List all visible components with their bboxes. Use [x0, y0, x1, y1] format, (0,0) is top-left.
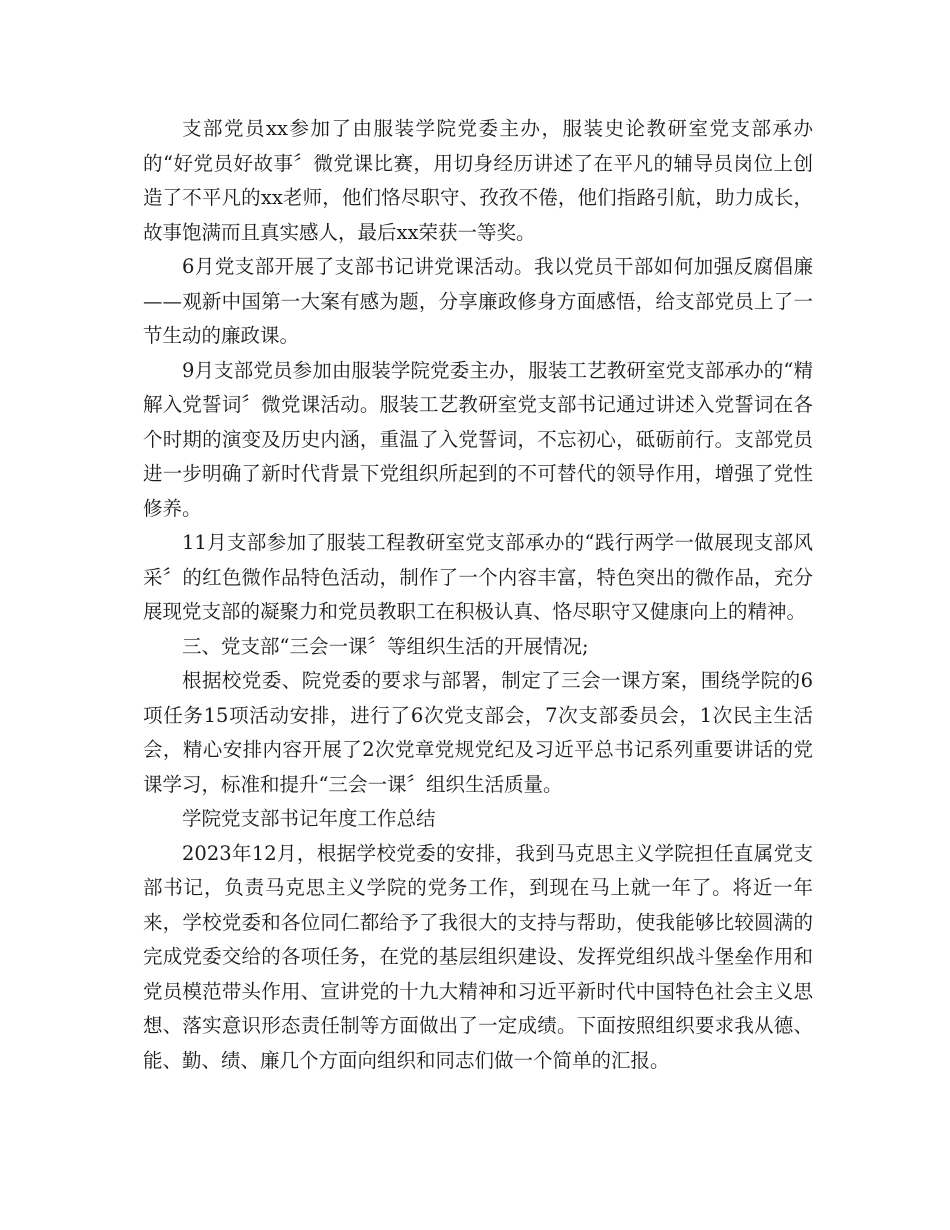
section-heading-organizational-life: 三、党支部“三会一课〞等组织生活的开展情况; — [182, 634, 589, 658]
paragraph-party-story-contest: 支部党员xx参加了由服装学院党委主办，服装史论教研室党支部承办的“好党员好故事〞微党课比赛，用切身经历讲述了在平凡的辅导员岗位上创造了不平凡的xx老师，他们恪尽职守、孜孜不倦，他们指路引航，助力成长，故事饱满而且真实感人，最后xx荣获一等奖。 — [143, 117, 813, 244]
paragraph-june-party-lecture: 6月党支部开展了支部书记讲党课活动。我以党员干部如何加强反腐倡廉——观新中国第一大案有感为题，分享廉政修身方面感悟，给支部党员上了一节生动的廉政课。 — [143, 255, 813, 347]
document-body — [143, 112, 813, 1078]
paragraph-november-micro-works: 11月支部参加了服装工程教研室党支部承办的“践行两学一做展现支部风采〞的红色微作品特色活动，制作了一个内容丰富，特色突出的微作品，充分展现党支部的凝聚力和党员教职工在积极认真、恪尽职守又健康向上的精神。 — [143, 531, 813, 623]
paragraph-annual-summary: 2023年12月，根据学校党委的安排，我到马克思主义学院担任直属党支部书记，负责马克思主义学院的党务工作，到现在马上就一年了。将近一年来，学校党委和各位同仁都给予了我很大的支持与帮助，使我能够比较圆满的完成党委交给的各项任务，在党的基层组织建设、发挥党组织战斗堡垒作用和党员模范带头作用、宣讲党的十九大精神和习近平新时代中国特色社会主义思想、落实意识形态责任制等方面做出了一定成绩。下面按照组织要求我从德、能、勤、绩、廉几个方面向组织和同志们做一个简单的汇报。 — [143, 841, 813, 1072]
paragraph-september-oath-lecture: 9月支部党员参加由服装学院党委主办，服装工艺教研室党支部承办的“精解入党誓词〞微党课活动。服装工艺教研室党支部书记通过讲述入党誓词在各个时期的演变及历史内涵，重温了入党誓词，不忘初心，砥砺前行。支部党员进一步明确了新时代背景下党组织所起到的不可替代的领导作用，增强了党性修养。 — [143, 358, 813, 520]
paragraph-three-meetings-plan: 根据校党委、院党委的要求与部署，制定了三会一课方案，围绕学院的6项任务15项活动安排，进行了6次党支部会，7次支部委员会，1次民主生活会，精心安排内容开展了2次党章党规党纪及习近平总书记系列重要讲话的党课学习，标准和提升“三会一课〞组织生活质量。 — [143, 669, 813, 796]
document-subtitle: 学院党支部书记年度工作总结 — [182, 807, 436, 830]
